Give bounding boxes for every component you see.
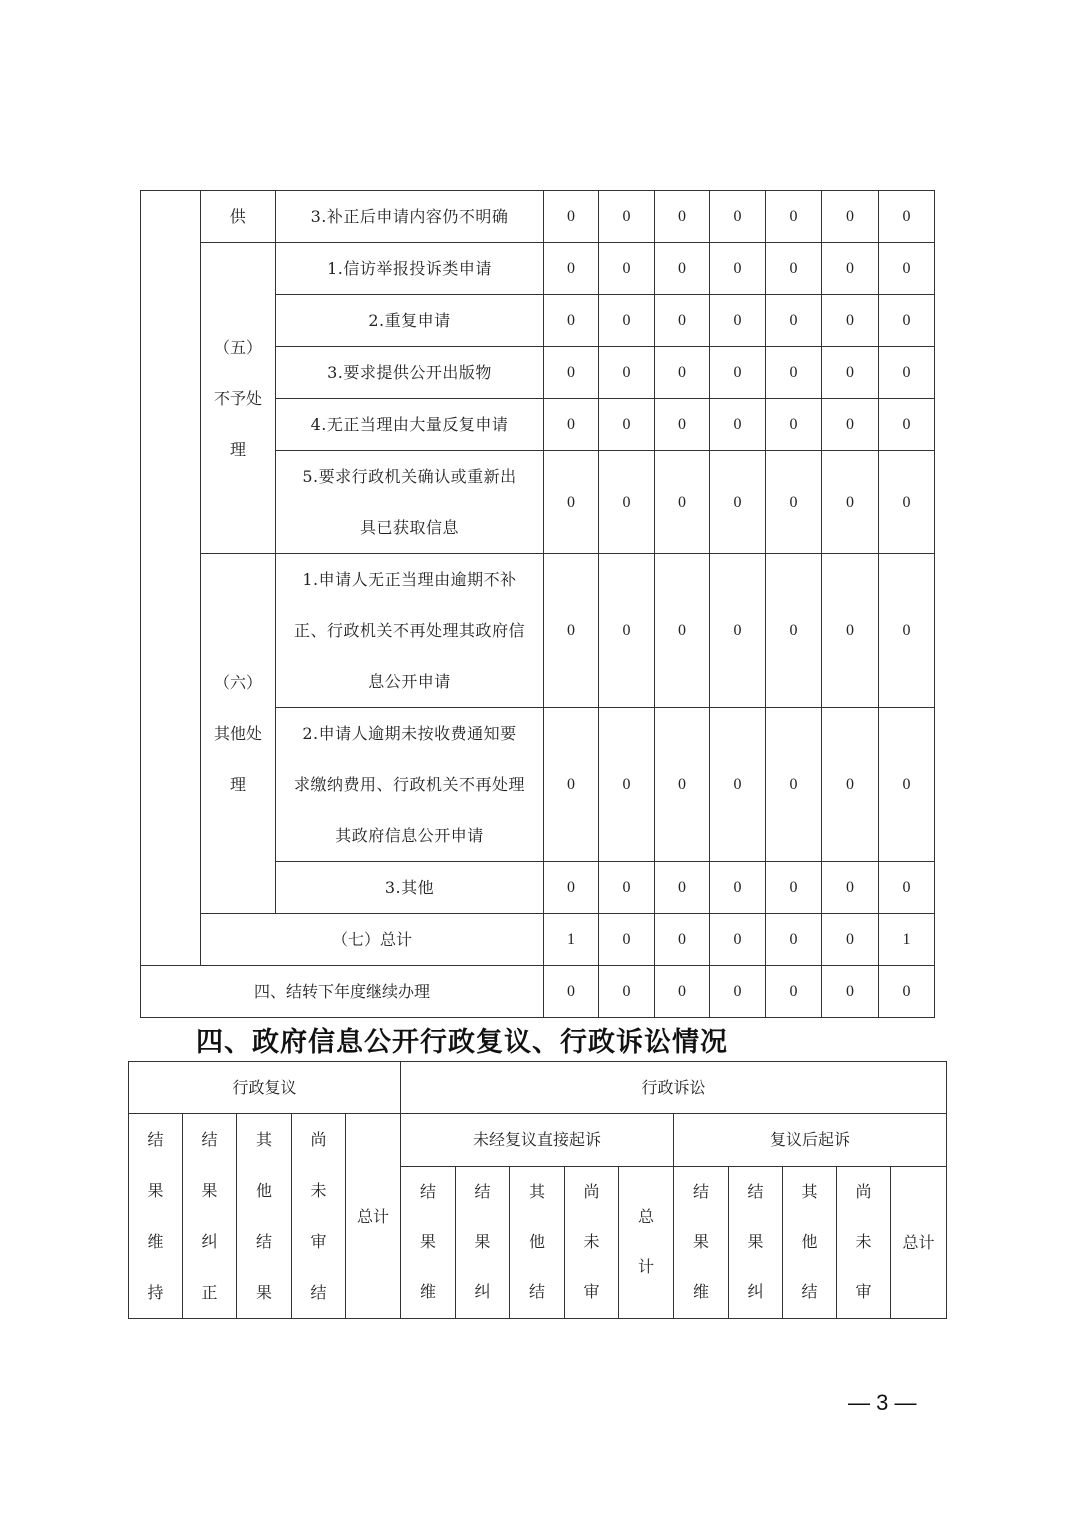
text-line: 其他处 [213,724,262,743]
carryover-label: 四、结转下年度继续办理 [141,966,544,1018]
total-row [141,914,935,966]
value-cell: 0 [655,347,710,399]
text-line: 其政府信息公开申请 [335,826,484,845]
value-cell: 0 [655,295,710,347]
value-cell: 0 [710,191,766,243]
header-char: 维 [420,1282,437,1302]
header-char: 纠 [747,1282,764,1302]
review-total-header: 总计 [346,1114,401,1319]
text-line: 不予处 [213,388,262,408]
value-cell: 0 [544,966,599,1018]
header-char: 未 [310,1181,327,1200]
value-cell: 0 [655,708,710,862]
direct-suit-total-header [619,1166,674,1319]
value-cell: 0 [822,451,879,554]
value-cell: 0 [599,399,655,451]
header-char: 尚 [583,1182,600,1202]
value-cell: 1 [879,914,935,966]
value-cell: 0 [766,451,822,554]
header-char: 未 [855,1232,872,1252]
header-char: 其 [255,1130,272,1149]
header-char: 果 [747,1232,764,1252]
value-cell: 0 [822,966,879,1018]
item-label: 3.其他 [276,862,544,914]
value-cell: 0 [879,191,935,243]
value-cell: 0 [599,708,655,862]
header-char: 结 [693,1182,710,1202]
group-label-other-processing [201,554,276,914]
value-cell: 0 [710,451,766,554]
value-cell: 0 [766,862,822,914]
value-cell: 0 [879,966,935,1018]
text-line: 息公开申请 [368,672,451,691]
header-char: 其 [801,1182,818,1202]
header-char: 维 [693,1282,710,1302]
value-cell: 0 [822,554,879,708]
value-cell: 0 [879,708,935,862]
item-label: 1.信访举报投诉类申请 [276,243,544,295]
value-cell: 0 [710,243,766,295]
litigation-column-header [837,1166,891,1319]
value-cell: 0 [544,399,599,451]
value-cell: 0 [766,191,822,243]
header-char: 计 [638,1257,655,1277]
direct-suit-header: 未经复议直接起诉 [401,1114,674,1167]
table-row [141,554,935,708]
value-cell: 0 [710,708,766,862]
value-cell: 0 [655,862,710,914]
item-label [276,554,544,708]
value-cell: 0 [544,451,599,554]
page-number: — 3 — [848,1390,917,1415]
item-label [276,708,544,862]
value-cell: 0 [544,708,599,862]
header-char: 其 [529,1182,546,1202]
value-cell: 0 [822,243,879,295]
value-cell: 0 [655,914,710,966]
header-char: 果 [420,1232,437,1252]
header-char: 持 [147,1283,164,1302]
review-header: 行政复议 [129,1062,401,1114]
header-char: 果 [474,1232,491,1252]
header-char: 审 [310,1232,327,1251]
item-label [276,451,544,554]
header-char: 结 [310,1283,327,1302]
litigation-column-header [510,1166,565,1319]
value-cell: 0 [879,347,935,399]
value-cell: 0 [655,191,710,243]
value-cell: 0 [599,243,655,295]
header-char: 正 [201,1283,218,1302]
value-cell: 0 [710,966,766,1018]
value-cell: 0 [544,347,599,399]
value-cell: 0 [599,347,655,399]
header-char: 果 [147,1181,164,1200]
header-char: 结 [255,1232,272,1251]
value-cell: 0 [879,399,935,451]
value-cell: 0 [879,243,935,295]
value-cell: 0 [822,191,879,243]
value-cell: 0 [822,347,879,399]
value-cell: 0 [766,399,822,451]
value-cell: 0 [710,914,766,966]
header-char: 他 [255,1181,272,1200]
header-char: 果 [255,1283,272,1302]
item-label: 2.重复申请 [276,295,544,347]
litigation-column-header [729,1166,783,1319]
text-line: 理 [229,439,246,459]
header-char: 果 [201,1181,218,1200]
value-cell: 0 [655,399,710,451]
value-cell: 0 [710,295,766,347]
value-cell: 0 [655,554,710,708]
review-column-header [183,1114,237,1319]
value-cell: 0 [544,554,599,708]
litigation-column-header [674,1166,729,1319]
value-cell: 0 [655,966,710,1018]
value-cell: 0 [766,966,822,1018]
carryover-row [141,966,935,1018]
text-line: 具已获取信息 [359,518,459,537]
litigation-header: 行政诉讼 [401,1062,947,1114]
value-cell: 0 [766,243,822,295]
value-cell: 0 [599,295,655,347]
value-cell: 0 [766,295,822,347]
header-char: 审 [855,1282,872,1302]
value-cell: 0 [710,862,766,914]
header-char: 果 [693,1232,710,1252]
text-line: 1.申请人无正当理由逾期不补 [302,570,517,589]
value-cell: 0 [710,399,766,451]
value-cell: 0 [822,295,879,347]
review-column-header [129,1114,183,1319]
total-label: （七）总计 [201,914,544,966]
group-label: 供 [201,191,276,243]
text-line: （六） [213,673,262,692]
litigation-column-header [401,1166,456,1319]
header-char: 结 [147,1130,164,1149]
value-cell: 0 [599,862,655,914]
review-litigation-table [128,1061,947,1319]
value-cell: 0 [599,451,655,554]
value-cell: 0 [599,191,655,243]
value-cell: 0 [822,862,879,914]
header-char: 结 [747,1182,764,1202]
value-cell: 1 [544,914,599,966]
application-handling-table-continued [140,190,935,1018]
item-label: 4.无正当理由大量反复申请 [276,399,544,451]
header-char: 维 [147,1232,164,1251]
litigation-column-header [783,1166,837,1319]
litigation-column-header [456,1166,510,1319]
header-char: 纠 [201,1232,218,1251]
value-cell: 0 [599,914,655,966]
header-char: 未 [583,1232,600,1252]
value-cell: 0 [879,862,935,914]
value-cell: 0 [766,914,822,966]
value-cell: 0 [710,347,766,399]
value-cell: 0 [544,295,599,347]
value-cell: 0 [879,451,935,554]
header-char: 结 [201,1130,218,1149]
value-cell: 0 [822,708,879,862]
text-line: 求缴纳费用、行政机关不再处理 [293,775,525,794]
header-char: 结 [529,1282,546,1302]
text-line: 5.要求行政机关确认或重新出 [302,467,517,486]
header-char: 尚 [310,1130,327,1149]
table-row [141,243,935,295]
header-char: 尚 [855,1182,872,1202]
value-cell: 0 [710,554,766,708]
value-cell: 0 [544,862,599,914]
value-cell: 0 [879,554,935,708]
value-cell: 0 [655,451,710,554]
text-line: 理 [229,775,246,794]
header-char: 总 [638,1207,655,1227]
outer-category-cell [141,191,201,966]
value-cell: 0 [544,243,599,295]
litigation-column-header [565,1166,619,1319]
item-label: 3.要求提供公开出版物 [276,347,544,399]
text-line: 2.申请人逾期未按收费通知要 [302,724,517,743]
value-cell: 0 [544,191,599,243]
value-cell: 0 [822,399,879,451]
value-cell: 0 [599,554,655,708]
value-cell: 0 [599,966,655,1018]
value-cell: 0 [822,914,879,966]
group-label-no-processing [201,243,276,554]
after-review-total-header: 总计 [891,1166,947,1319]
value-cell: 0 [766,347,822,399]
header-char: 结 [420,1182,437,1202]
header-char: 纠 [474,1282,491,1302]
header-char: 结 [474,1182,491,1202]
section-heading: 四、政府信息公开行政复议、行政诉讼情况 [196,1027,728,1058]
value-cell: 0 [655,243,710,295]
header-char: 结 [801,1282,818,1302]
value-cell: 0 [766,708,822,862]
text-line: （五） [213,337,262,357]
text-line: 正、行政机关不再处理其政府信 [293,621,525,640]
review-column-header [237,1114,292,1319]
value-cell: 0 [879,295,935,347]
table-row [141,191,935,243]
item-label: 3.补正后申请内容仍不明确 [276,191,544,243]
review-column-header [292,1114,346,1319]
header-char: 他 [801,1232,818,1252]
header-char: 审 [583,1282,600,1302]
header-char: 他 [529,1232,546,1252]
after-review-header: 复议后起诉 [674,1114,947,1167]
value-cell: 0 [766,554,822,708]
